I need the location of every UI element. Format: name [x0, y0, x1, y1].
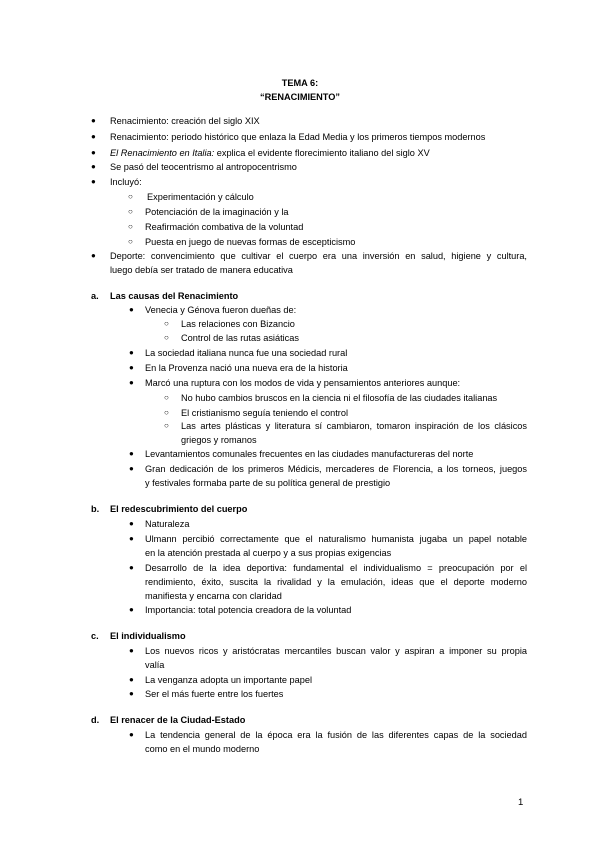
section-a-heading: Las causas del Renacimiento: [110, 291, 239, 301]
desarrollo-line-1: Desarrollo de la idea deportiva: fundamental el individualismo = preocupación por el: [145, 563, 527, 573]
page-number: 1: [518, 797, 524, 808]
sub-item: Las relaciones con Bizancio: [181, 319, 295, 329]
circle-bullet-icon: ○: [128, 237, 133, 246]
section-a-letter: a.: [91, 291, 99, 301]
ulmann-line-1: Ulmann percibió correctamente que el naturalismo humanista jugaba un papel notable: [145, 534, 527, 544]
list-item: Ser el más fuerte entre los fuertes: [145, 689, 284, 699]
list-item: Importancia: total potencia creadora de la voluntad: [145, 605, 352, 615]
bullet-icon: ●: [91, 116, 96, 125]
bullet-icon: ●: [129, 378, 134, 387]
circle-bullet-icon: ○: [164, 421, 169, 430]
bullet-icon: ●: [129, 675, 134, 684]
sub-item: Reafirmación combativa de la voluntad: [145, 222, 304, 232]
bullet-icon: ●: [91, 177, 96, 186]
bullet-icon: ●: [129, 305, 134, 314]
circle-bullet-icon: ○: [164, 333, 169, 342]
bullet-icon: ●: [129, 348, 134, 357]
title-line-2: “RENACIMIENTO”: [260, 92, 340, 102]
bullet-icon: ●: [129, 689, 134, 698]
circle-bullet-icon: ○: [164, 408, 169, 417]
list-item: Venecia y Génova fueron dueñas de:: [145, 305, 297, 315]
bullet-icon: ●: [91, 162, 96, 171]
sub-item: No hubo cambios bruscos en la ciencia ni el filosofía de las ciudades italianas: [181, 393, 498, 403]
bullet-icon: ●: [129, 519, 134, 528]
desarrollo-line-3: manifiesta y encarna con claridad: [145, 591, 282, 601]
bullet-icon: ●: [129, 646, 134, 655]
bullet-icon: ●: [129, 534, 134, 543]
circle-bullet-icon: ○: [164, 319, 169, 328]
list-item: Naturaleza: [145, 519, 190, 529]
intro-item: Renacimiento: periodo histórico que enlaza la Edad Media y los primeros tiempos modernos: [110, 132, 486, 142]
sub-item: Potenciación de la imaginación y la: [145, 207, 289, 217]
circle-bullet-icon: ○: [128, 222, 133, 231]
bullet-icon: ●: [129, 563, 134, 572]
artes-line-2: griegos y romanos: [181, 435, 257, 445]
intro-item-italic: El Renacimiento en Italia:: [110, 148, 215, 158]
bullet-icon: ●: [91, 132, 96, 141]
sub-item: El cristianismo seguía teniendo el control: [181, 408, 348, 418]
bullet-icon: ●: [91, 251, 96, 260]
ricos-line-1: Los nuevos ricos y aristócratas mercantiles buscan valor y aspiran a imponer su propia: [145, 646, 527, 656]
section-b-heading: El redescubrimiento del cuerpo: [110, 504, 248, 514]
bullet-icon: ●: [129, 605, 134, 614]
sub-item: Puesta en juego de nuevas formas de escepticismo: [145, 237, 356, 247]
circle-bullet-icon: ○: [164, 393, 169, 402]
bullet-icon: ●: [91, 148, 96, 157]
ricos-line-2: valía: [145, 660, 165, 670]
tendencia-line-1: La tendencia general de la época era la fusión de las diferentes capas de la sociedad: [145, 730, 527, 740]
intro-item: Se pasó del teocentrismo al antropocentrismo: [110, 162, 297, 172]
deporte-line-1: Deporte: convencimiento que cultivar el cuerpo era una inversión en salud, higiene y cultura,: [110, 251, 527, 261]
bullet-icon: ●: [129, 730, 134, 739]
section-c-letter: c.: [91, 631, 99, 641]
intro-item: Renacimiento: creación del siglo XIX: [110, 116, 260, 126]
bullet-icon: ●: [129, 464, 134, 473]
intro-item: [110, 146, 430, 160]
section-b-letter: b.: [91, 504, 100, 514]
artes-line-1: Las artes plásticas y literatura sí cambiaron, tomaron inspiración de los clásicos: [181, 421, 527, 431]
list-item: La venganza adopta un importante papel: [145, 675, 313, 685]
circle-bullet-icon: ○: [128, 207, 133, 216]
bullet-icon: ●: [129, 363, 134, 372]
intro-item: Incluyó:: [110, 177, 142, 187]
title-line-1: TEMA 6:: [281, 78, 319, 88]
intro-item-rest: explica el evidente florecimiento italiano del siglo XV: [214, 148, 430, 158]
desarrollo-line-2: rendimiento, éxito, suscita la rivalidad y la emulación, ideas que el deporte moderno: [145, 577, 527, 587]
list-item: Levantamientos comunales frecuentes en las ciudades manufactureras del norte: [145, 449, 474, 459]
section-d-heading: El renacer de la Ciudad-Estado: [110, 715, 246, 725]
list-item: La sociedad italiana nunca fue una sociedad rural: [145, 348, 348, 358]
section-c-heading: El individualismo: [110, 631, 186, 641]
section-d-letter: d.: [91, 715, 100, 725]
medicis-line-1: Gran dedicación de los primeros Médicis, mercaderes de Florencia, a los torneos, juegos: [145, 464, 527, 474]
list-item: En la Provenza nació una nueva era de la historia: [145, 363, 348, 373]
deporte-line-2: luego debía ser tratado de manera educativa: [110, 265, 293, 275]
tendencia-line-2: como en el mundo moderno: [145, 744, 260, 754]
ulmann-line-2: en la atención prestada al cuerpo y a sus propias exigencias: [145, 548, 392, 558]
list-item: Marcó una ruptura con los modos de vida y pensamientos anteriores aunque:: [145, 378, 461, 388]
circle-bullet-icon: ○: [128, 192, 133, 201]
bullet-icon: ●: [129, 449, 134, 458]
sub-item: Control de las rutas asiáticas: [181, 333, 299, 343]
sub-item: Experimentación y cálculo: [147, 192, 254, 202]
medicis-line-2: y festivales formaba parte de su política general de prestigio: [145, 478, 391, 488]
